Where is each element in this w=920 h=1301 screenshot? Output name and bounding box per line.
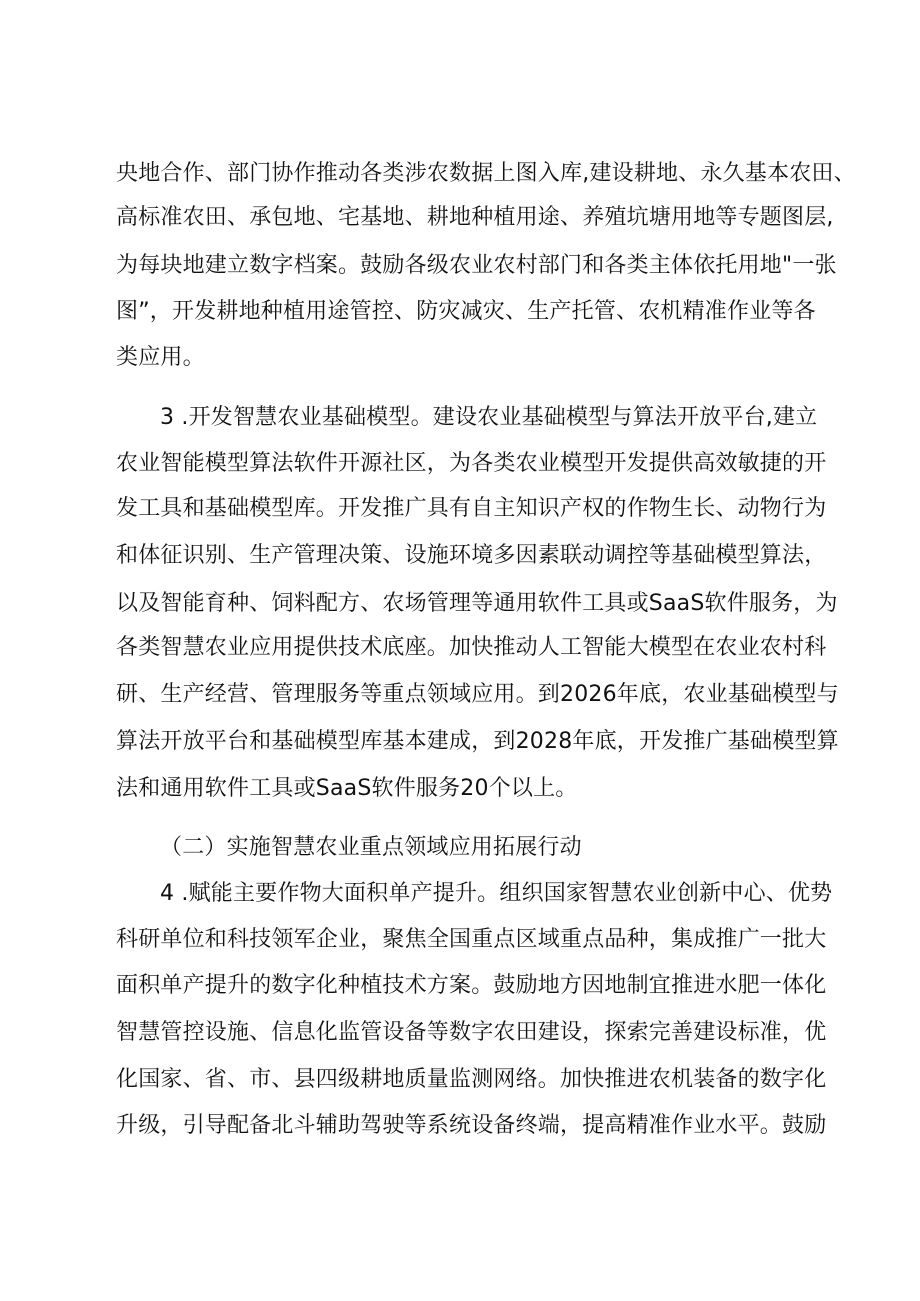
paragraph-line: 智慧管控设施、信息化监管设备等数字农田建设，探索完善建设标准，优 bbox=[116, 1020, 827, 1045]
paragraph-line: 农业智能模型算法软件开源社区，为各类农业模型开发提供高效敏捷的开 bbox=[116, 451, 827, 476]
paragraph-line: 升级，引导配备北斗辅助驾驶等系统设备终端，提高精准作业水平。鼓励 bbox=[116, 1113, 827, 1138]
section-heading-2: （二）实施智慧农业重点领域应用拓展行动 bbox=[160, 835, 582, 860]
section-heading-4: 4 .赋能主要作物大面积单产提升。组织国家智慧农业创新中心、优势 bbox=[160, 881, 833, 906]
paragraph-line: 央地合作、部门协作推动各类涉农数据上图入库,建设耕地、永久基本农田、 bbox=[116, 161, 856, 186]
paragraph-line: 化国家、省、市、县四级耕地质量监测网络。加快推进农机装备的数字化 bbox=[116, 1067, 827, 1092]
paragraph-line: 高标准农田、承包地、宅基地、耕地种植用途、养殖坑塘用地等专题图层, bbox=[116, 205, 834, 230]
paragraph-line: 以及智能育种、饲料配方、农场管理等通用软件工具或SaaS软件服务，为 bbox=[116, 591, 838, 616]
paragraph-line: 发工具和基础模型库。开发推广具有自主知识产权的作物生长、动物行为 bbox=[116, 496, 827, 521]
paragraph-line: 面积单产提升的数字化种植技术方案。鼓励地方因地制宜推进水肥一体化 bbox=[116, 973, 827, 998]
section-heading-3: 3 .开发智慧农业基础模型。建设农业基础模型与算法开放平台,建立 bbox=[160, 405, 818, 430]
paragraph-line: 研、生产经营、管理服务等重点领域应用。到2026年底，农业基础模型与 bbox=[116, 682, 839, 707]
paragraph-line: 类应用。 bbox=[116, 345, 205, 370]
paragraph-line: 和体征识别、生产管理决策、设施环境多因素联动调控等基础模型算法， bbox=[116, 543, 827, 568]
paragraph-line: 各类智慧农业应用提供技术底座。加快推动人工智能大模型在农业农村科 bbox=[116, 635, 827, 660]
paragraph-line: 算法开放平台和基础模型库基本建成，到2028年底，开发推广基础模型算 bbox=[116, 729, 839, 754]
paragraph-line: 图”，开发耕地种植用途管控、防灾减灾、生产托管、农机精准作业等各 bbox=[116, 299, 816, 324]
paragraph-line: 为每块地建立数字档案。鼓励各级农业农村部门和各类主体依托用地"一张 bbox=[116, 253, 837, 278]
paragraph-line: 法和通用软件工具或SaaS软件服务20个以上。 bbox=[116, 776, 578, 801]
paragraph-line: 科研单位和科技领军企业，聚焦全国重点区域重点品种，集成推广一批大 bbox=[116, 927, 827, 952]
